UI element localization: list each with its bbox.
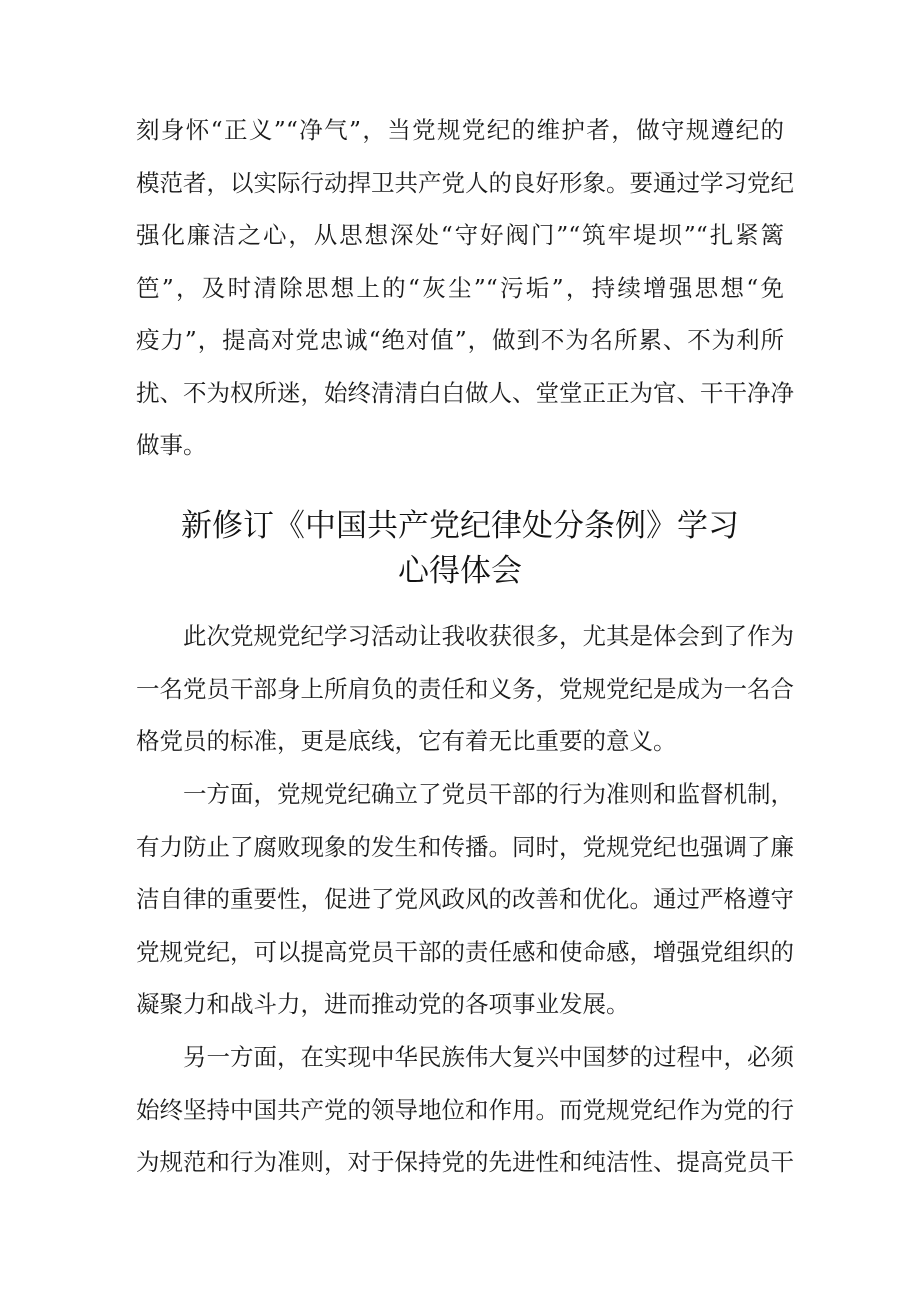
paragraph-line: 有力防止了腐败现象的发生和传播。同时，党规党纪也强调了廉 [136,832,794,861]
paragraph-2 [136,768,794,1031]
paragraph-line: 一名党员干部身上所肩负的责任和义务，党规党纪是成为一名合 [136,674,794,703]
paragraph-line: 格党员的标准，更是底线，它有着无比重要的意义。 [136,727,677,755]
document-title [136,504,784,594]
paragraph-line: 做事。 [136,431,207,459]
paragraph-line: 始终坚持中国共产党的领导地位和作用。而党规党纪作为党的行 [136,1095,794,1124]
paragraph-line: 扰、不为权所迷，始终清清白白做人、堂堂正正为官、干干净净 [136,378,794,407]
paragraph-line: 另一方面，在实现中华民族伟大复兴中国梦的过程中，必须 [136,1043,794,1071]
continued-paragraph [136,104,794,472]
paragraph-line: 模范者，以实际行动捍卫共产党人的良好形象。要通过学习党纪 [136,168,794,197]
paragraph-3 [136,1031,794,1189]
paragraph-line: 笆”，及时清除思想上的“灰尘”“污垢”，持续增强思想“免 [136,273,784,302]
paragraph-line: 党规党纪，可以提高党员干部的责任感和使命感，增强党组织的 [136,937,794,966]
paragraph-line: 洁自律的重要性，促进了党风政风的改善和优化。通过严格遵守 [136,885,794,913]
paragraph-line: 一方面，党规党纪确立了党员干部的行为准则和监督机制， [136,780,794,808]
paragraph-line: 刻身怀“正义”“净气”，当党规党纪的维护者，做守规遵纪的 [136,116,784,144]
paragraph-line: 疫力”，提高对党忠诚“绝对值”，做到不为名所累、不为利所 [136,326,784,354]
paragraph-line: 此次党规党纪学习活动让我收获很多，尤其是体会到了作为 [136,622,794,650]
title-line-2: 心得体会 [398,553,522,589]
paragraph-line: 为规范和行为准则，对于保持党的先进性和纯洁性、提高党员干 [136,1148,794,1176]
paragraph-line: 强化廉洁之心，从思想深处“守好阀门”“筑牢堤坝”“扎紧篱 [136,221,784,249]
title-line-1: 新修订《中国共产党纪律处分条例》学习 [181,508,739,544]
paragraph-line: 凝聚力和战斗力，进而推动党的各项事业发展。 [136,990,630,1018]
paragraph-1 [136,610,794,768]
